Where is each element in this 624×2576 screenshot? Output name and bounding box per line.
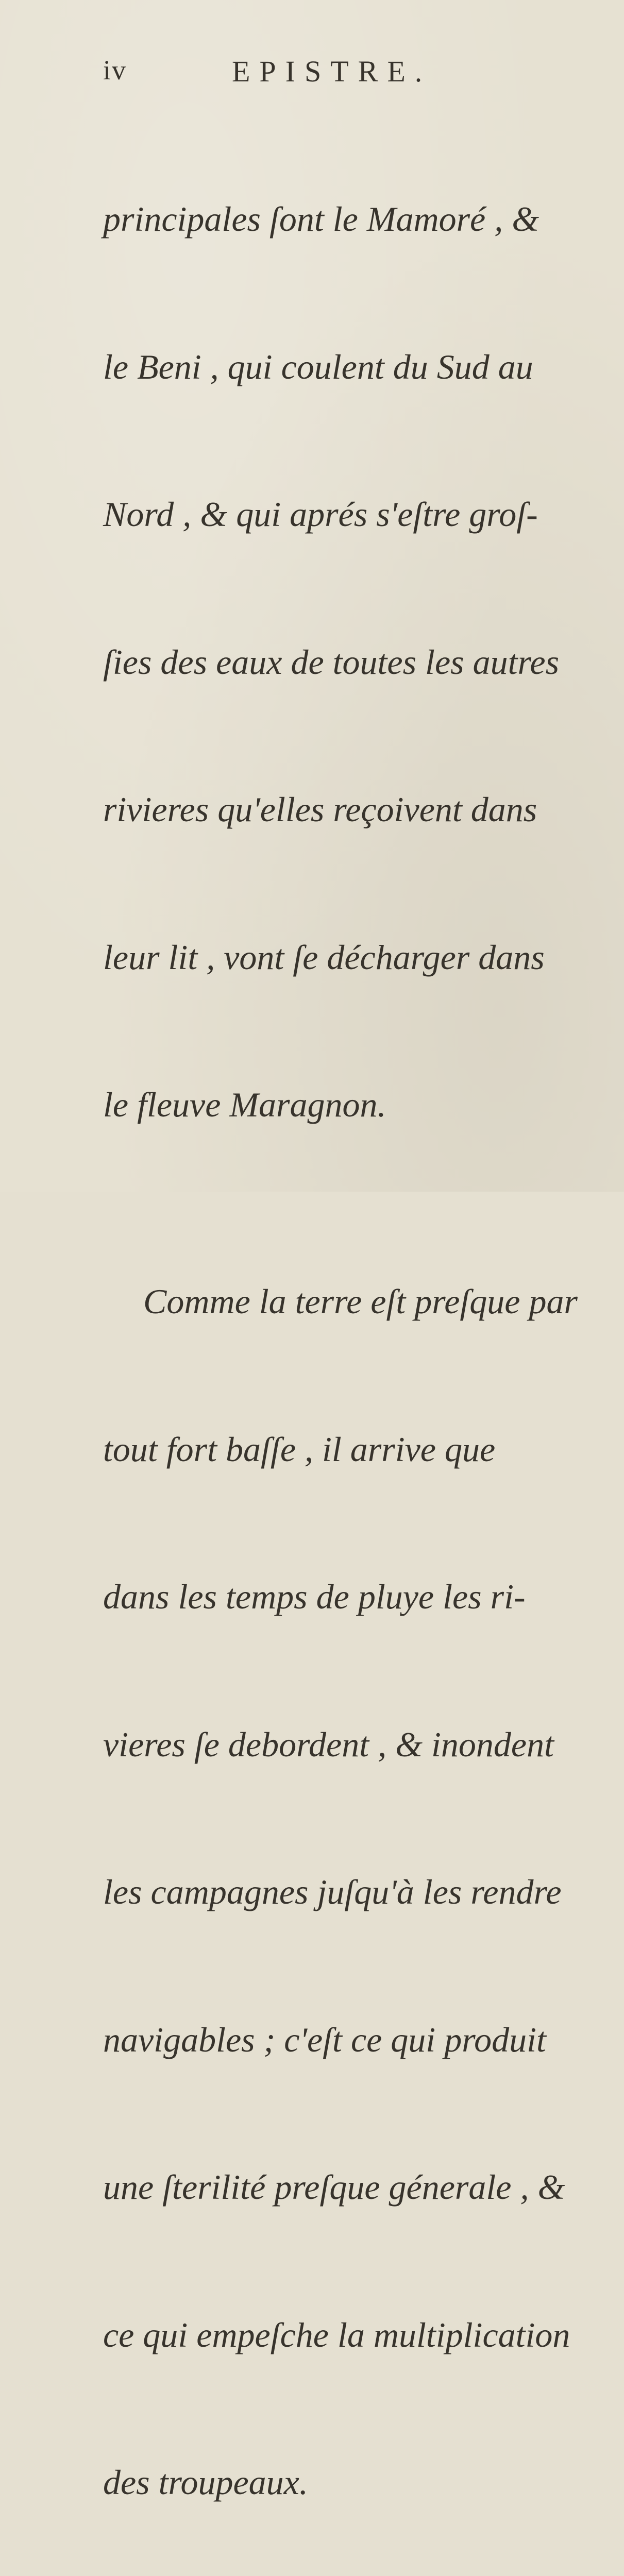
text-line: principales ſont le Mamoré , & xyxy=(103,199,548,239)
text-line: ce qui empeſche la multiplication xyxy=(103,2315,579,2354)
text-line: tout fort baſſe , il arrive que xyxy=(103,1429,504,1469)
text-line: des troupeaux. xyxy=(103,2463,308,2502)
text-block xyxy=(103,54,598,2576)
text-line: leur lit , vont ſe décharger dans xyxy=(103,937,553,977)
text-line: navigables ; c'eſt ce qui produit xyxy=(103,2020,555,2059)
page-number: iv xyxy=(103,55,127,86)
text-line: vieres ſe debordent , & inondent xyxy=(103,1724,563,1764)
text-line: Comme la terre eſt preſque par xyxy=(143,1282,586,1321)
text-line: les campagnes juſqu'à les rendre xyxy=(103,1872,570,1911)
text-line: une ſterilité preſque génerale , & xyxy=(103,2167,574,2207)
running-head xyxy=(103,54,495,90)
running-title: EPISTRE. xyxy=(232,55,432,88)
text-line: rivieres qu'elles reçoivent dans xyxy=(103,790,546,829)
text-line: le Beni , qui coulent du Sud au xyxy=(103,347,542,386)
text-line: Nord , & qui aprés s'eſtre groſ- xyxy=(103,495,538,534)
text-line: dans les temps de pluye les ri- xyxy=(103,1577,526,1616)
text-line: ſies des eaux de toutes les autres xyxy=(103,642,568,682)
text-line: le fleuve Maragnon. xyxy=(103,1085,386,1124)
body-text xyxy=(103,96,598,2576)
